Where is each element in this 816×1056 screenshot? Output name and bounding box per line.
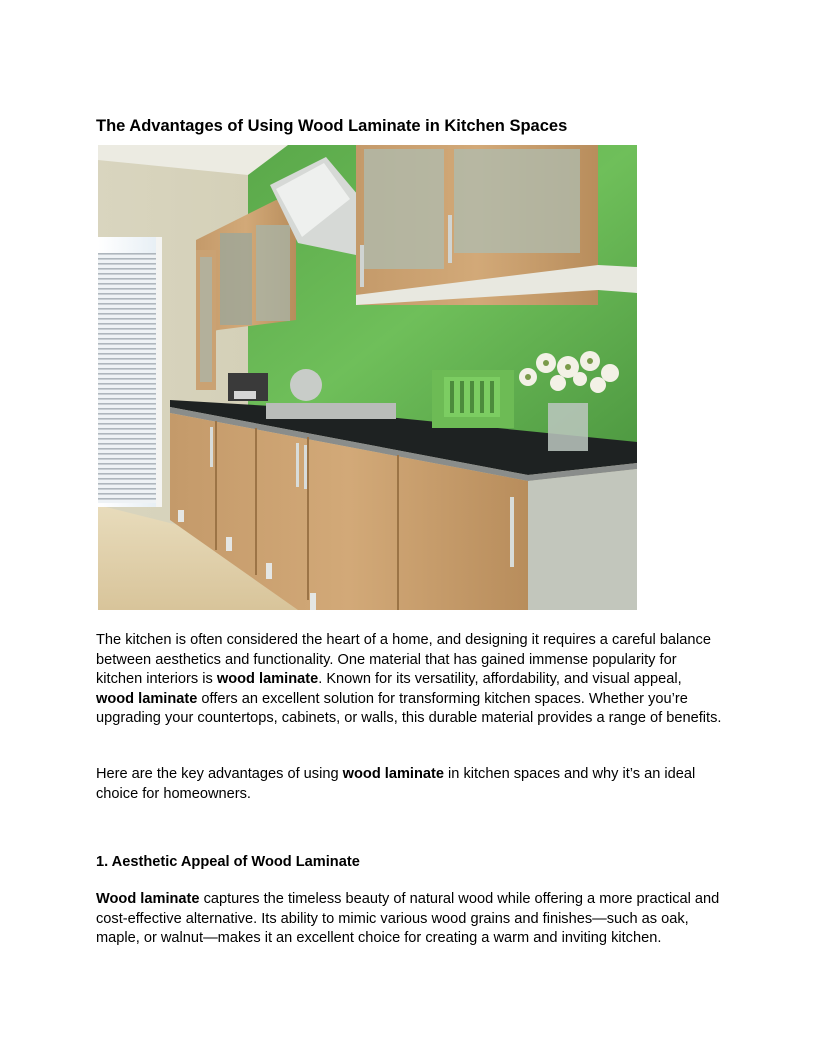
kitchen-photo xyxy=(98,145,637,610)
section-paragraph: Wood laminate captures the timeless beauty of natural wood while offering a more practical and cost-effective alternative. Its ability to mimic various wood grains and finishes—such as oak, maple, or walnut—makes it an excellent choice for creating a warm and inviting kitchen. xyxy=(96,891,720,946)
section-heading: 1. Aesthetic Appeal of Wood Laminate xyxy=(96,854,360,870)
page-title: The Advantages of Using Wood Laminate in Kitchen Spaces xyxy=(96,117,568,135)
lead-paragraph: Here are the key advantages of using wood laminate in kitchen spaces and why it’s an ideal choice for homeowners. xyxy=(96,766,696,802)
intro-paragraph: The kitchen is often considered the heart of a home, and designing it requires a careful balance between aesthetics and functionality. One material that has gained immense popularity for kitchen interiors is wood laminate. Known for its versatility, affordability, and visual appeal, wood laminate offers an excellent solution for transforming kitchen spaces. Whether you’re upgrading your countertops, cabinets, or walls, this durable material provides a range of benefits. xyxy=(96,632,722,726)
